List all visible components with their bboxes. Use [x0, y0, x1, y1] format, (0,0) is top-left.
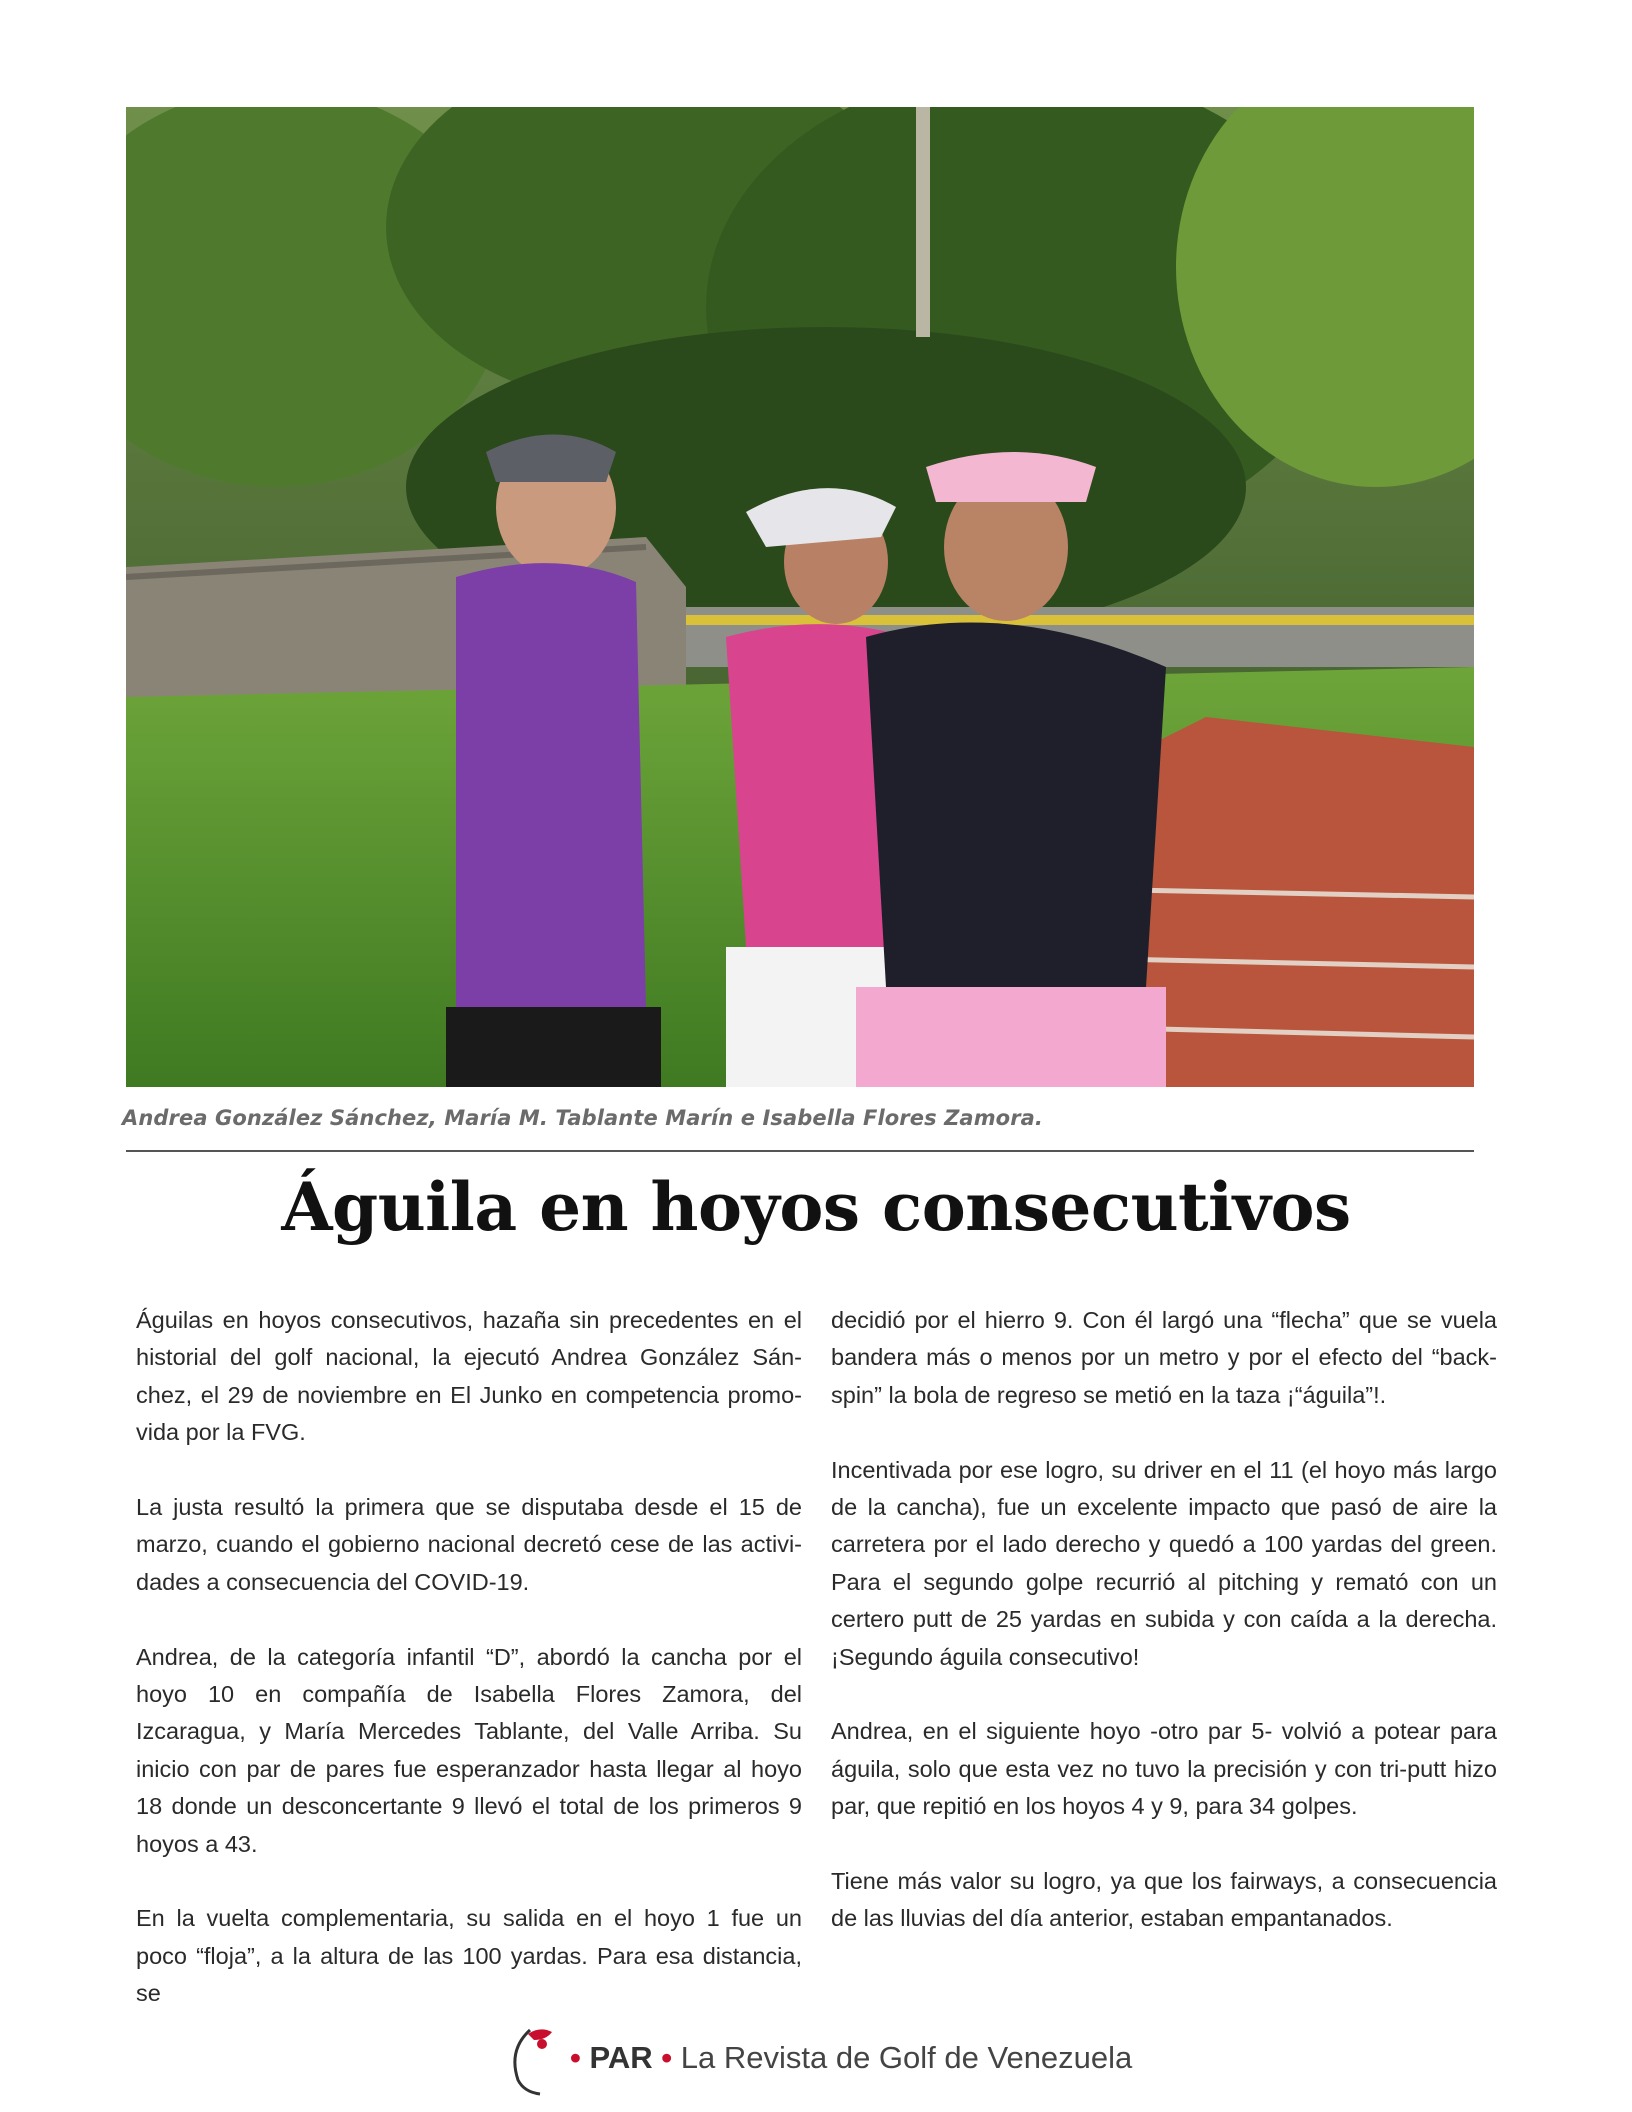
cover-photo — [126, 107, 1474, 1087]
paragraph: decidió por el hierro 9. Con él largó una “flecha” que se vuela bandera más o menos por un metro y por el efecto del “back-spin” la bola de regreso se metió en la taza ¡“águila”!. — [831, 1307, 1497, 1408]
page-footer — [500, 2010, 1140, 2100]
paragraph: La justa resultó la primera que se disputaba desde el 15 de marzo, cuando el gobierno nacional decretó cese de las activi-dades a consecuencia del COVID-19. — [136, 1494, 802, 1595]
paragraph: Tiene más valor su logro, ya que los fairways, a consecuencia de las lluvias del día anterior, estaban empantanados. — [831, 1868, 1497, 1932]
par-swoosh-logo-icon — [500, 2010, 570, 2100]
footer-dot: • — [661, 2040, 673, 2075]
photo-three-golfers-icon — [126, 107, 1474, 1087]
photo-caption: Andrea González Sánchez, María M. Tablante Marín e Isabella Flores Zamora. — [122, 1106, 1044, 1130]
paragraph: Incentivada por ese logro, su driver en el 11 (el hoyo más largo de la cancha), fue un excelente impacto que pasó de aire la carretera por el lado derecho y quedó a 100 yardas del green. Para el segundo golpe recurrió al pitching y remató con un certero putt de 25 yardas en subida y con caída a la derecha. ¡Segundo águila consecutivo! — [831, 1456, 1497, 1670]
paragraph: En la vuelta complementaria, su salida en el hoyo 1 fue un poco “floja”, a la altura de las 100 yardas. Para esa distancia, se — [136, 1905, 802, 2007]
article-headline: Águila en hoyos consecutivos — [281, 1168, 1351, 1246]
article-column-right — [831, 1302, 1497, 1938]
article-column-left — [136, 1302, 802, 2013]
paragraph: Águilas en hoyos consecutivos, hazaña sin precedentes en el historial del golf nacional, la ejecutó Andrea González Sán-chez, el 29 de noviembre en El Junko en competencia promo-vida por la FVG. — [136, 1307, 802, 1446]
paragraph: Andrea, en el siguiente hoyo -otro par 5- volvió a potear para águila, solo que esta vez no tuvo la precisión y con tri-putt hizo par, que repitió en los hoyos 4 y 9, para 34 golpes. — [831, 1718, 1497, 1820]
footer-dot: • — [570, 2040, 581, 2075]
footer-par: PAR — [589, 2040, 653, 2075]
footer-tagline: La Revista de Golf de Venezuela — [680, 2040, 1133, 2075]
divider — [126, 1150, 1474, 1152]
paragraph: Andrea, de la categoría infantil “D”, abordó la cancha por el hoyo 10 en compañía de Isabella Flores Zamora, del Izcaragua, y María Mercedes Tablante, del Valle Arriba. Su inicio con par de pares fue esperanzador hasta llegar al hoyo 18 donde un desconcertante 9 llevó el total de los primeros 9 hoyos a 43. — [136, 1643, 802, 1857]
footer-brand — [570, 2040, 1132, 2076]
